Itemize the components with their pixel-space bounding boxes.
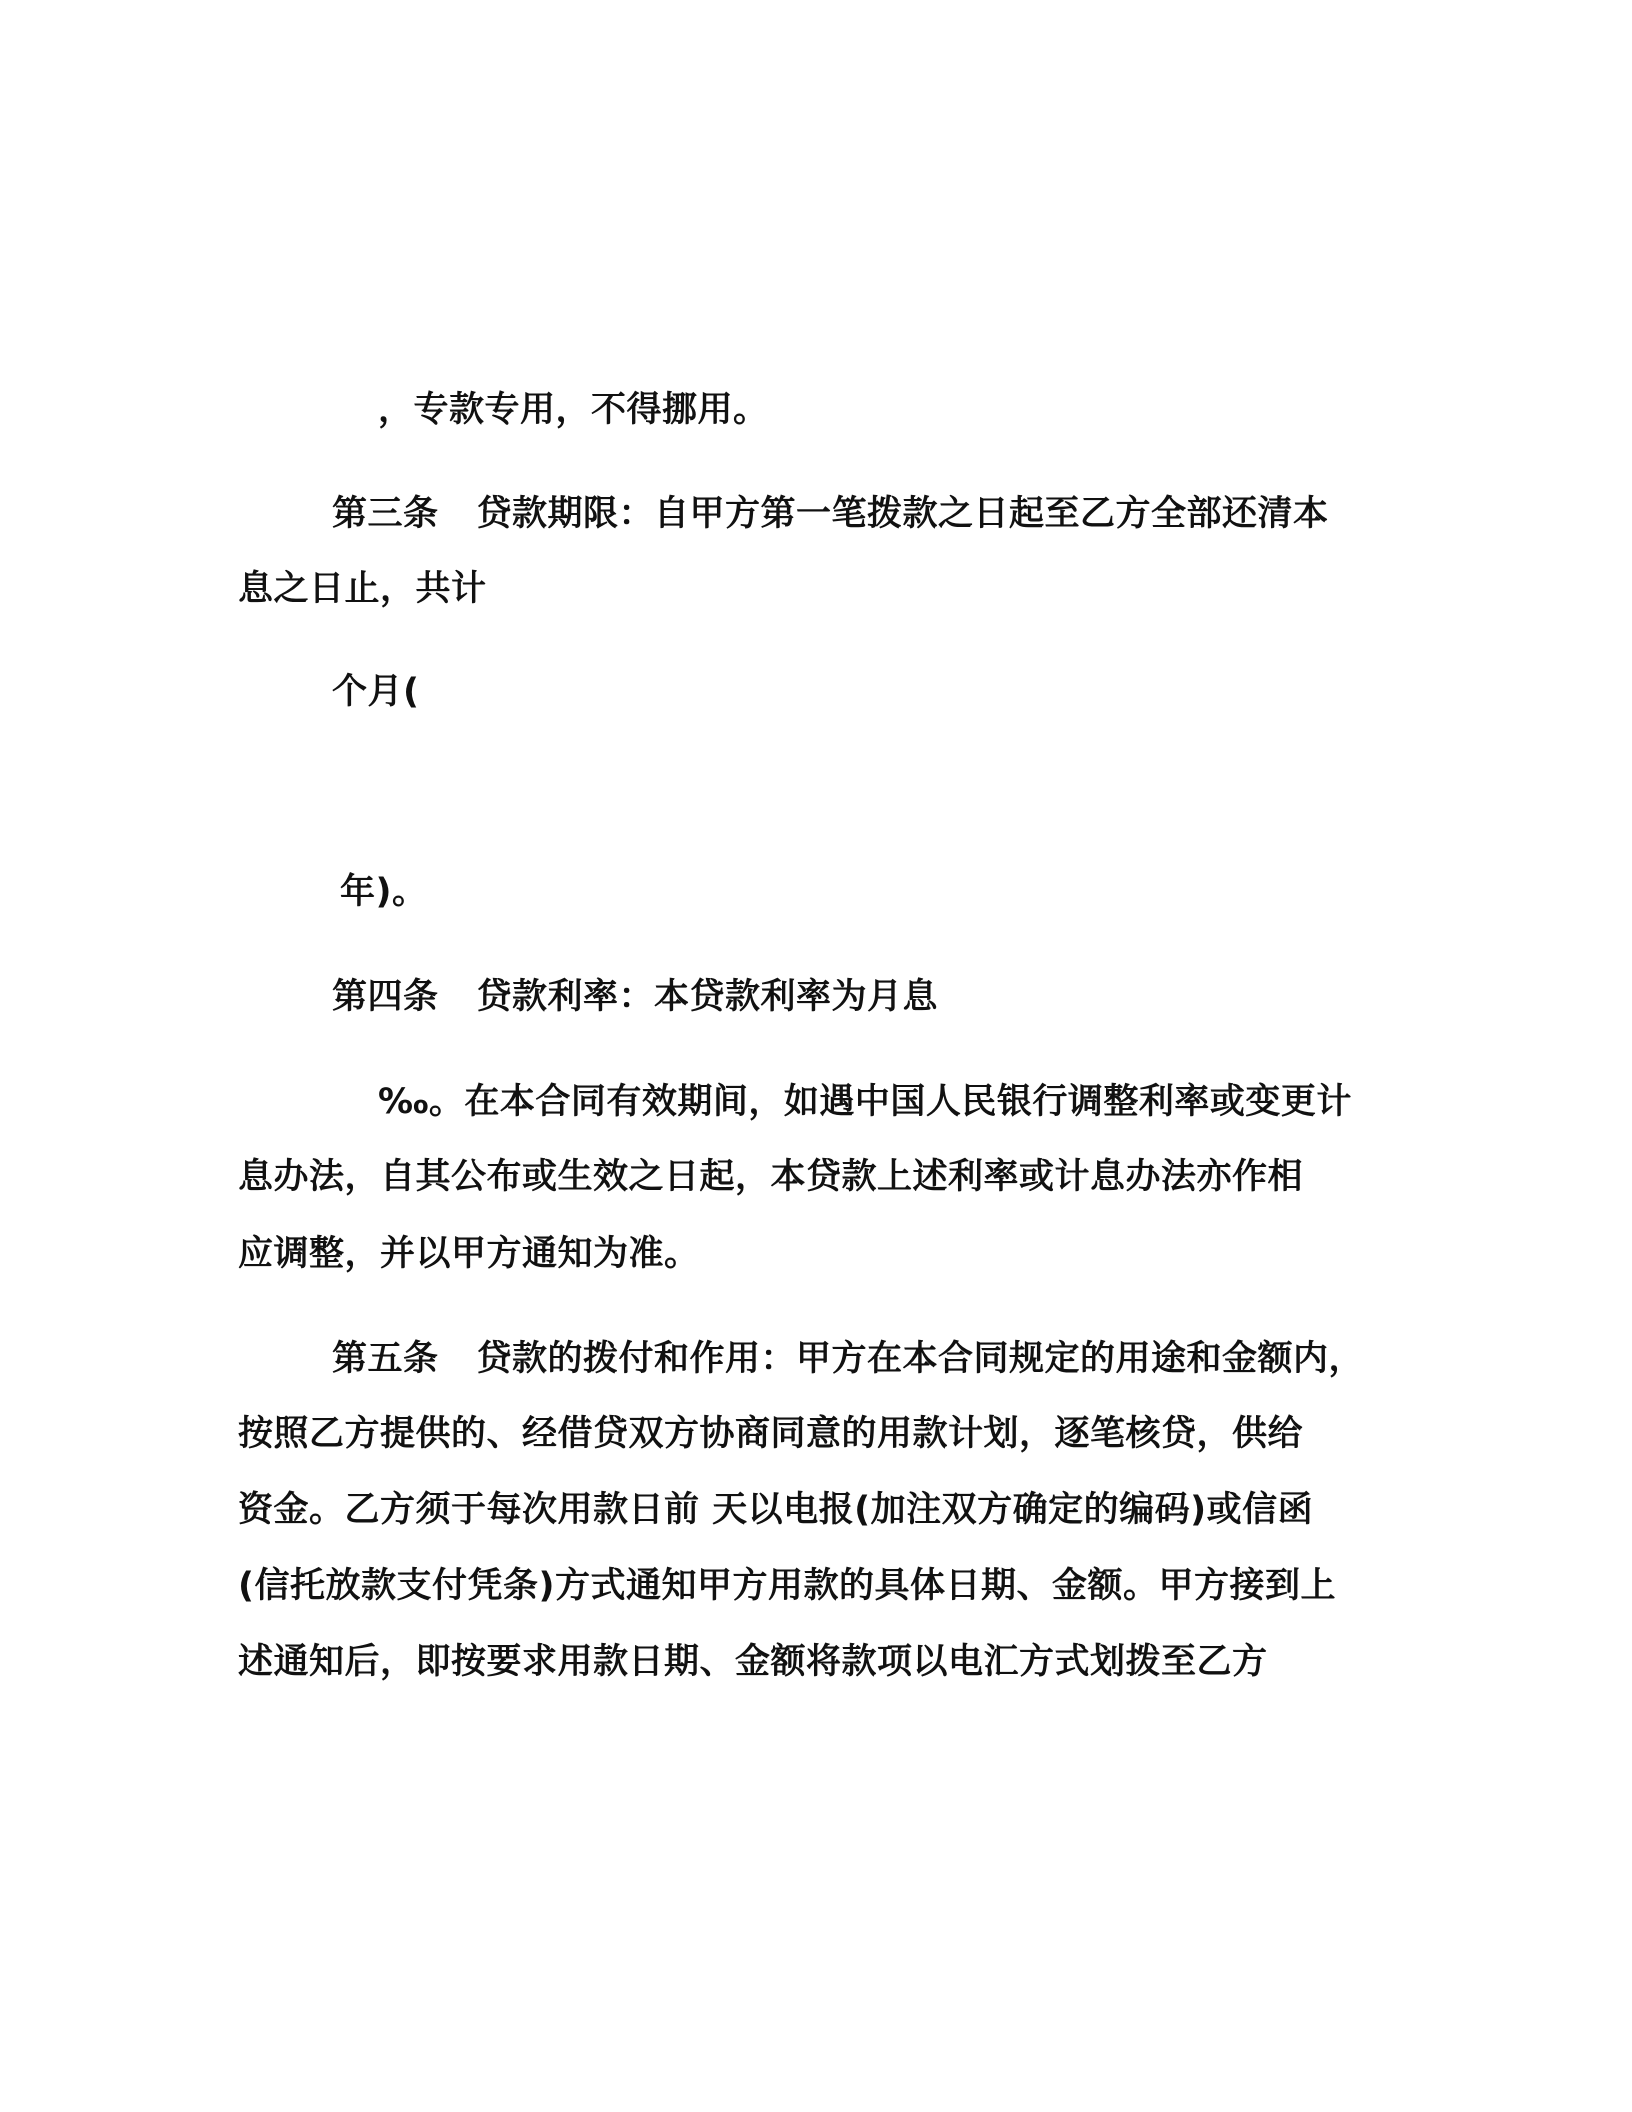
article-5-line-1 xyxy=(332,1337,1364,1381)
article-4-text: 贷款利率：本贷款利率为月息 xyxy=(476,977,939,1017)
text-line xyxy=(378,388,769,432)
article-5-heading: 第五条 xyxy=(332,1339,439,1379)
article-4-line-3: 息办法，自其公布或生效之日起，本贷款上述利率或计息办法亦作相 xyxy=(238,1157,1304,1197)
article-4-line-4: 应调整，并以甲方通知为准。 xyxy=(238,1234,700,1274)
article-3-line-2: 息之日止，共计 xyxy=(238,569,487,609)
article-3-text: 贷款期限：自甲方第一笔拨款之日起至乙方全部还清本 xyxy=(476,494,1329,534)
article-5-text: 贷款的拨付和作用：甲方在本合同规定的用途和金额内， xyxy=(476,1339,1365,1379)
article-3-heading: 第三条 xyxy=(332,494,439,534)
article-5-line-2: 按照乙方提供的、经借贷双方协商同意的用款计划，逐笔核贷，供给 xyxy=(238,1414,1304,1454)
fragment-top: ，专款专用，不得挪用。 xyxy=(378,390,769,430)
article-5-line-4: (信托放款支付凭条)方式通知甲方用款的具体日期、金额。甲方接到上 xyxy=(238,1566,1336,1606)
article-5-line-5: 述通知后，即按要求用款日期、金额将款项以电汇方式划拨至乙方 xyxy=(238,1642,1268,1682)
article-5-line-3: 资金。乙方须于每次用款日前 天以电报(加注双方确定的编码)或信函 xyxy=(238,1490,1314,1530)
article-3-line-3: 个月( xyxy=(332,672,420,712)
article-4-line-1 xyxy=(332,975,938,1019)
article-4-heading: 第四条 xyxy=(332,977,439,1017)
article-4-line-2: ‰。在本合同有效期间，如遇中国人民银行调整利率或变更计 xyxy=(378,1082,1352,1122)
article-3-line-1 xyxy=(332,492,1329,536)
article-3-line-4: 年)。 xyxy=(340,872,428,912)
